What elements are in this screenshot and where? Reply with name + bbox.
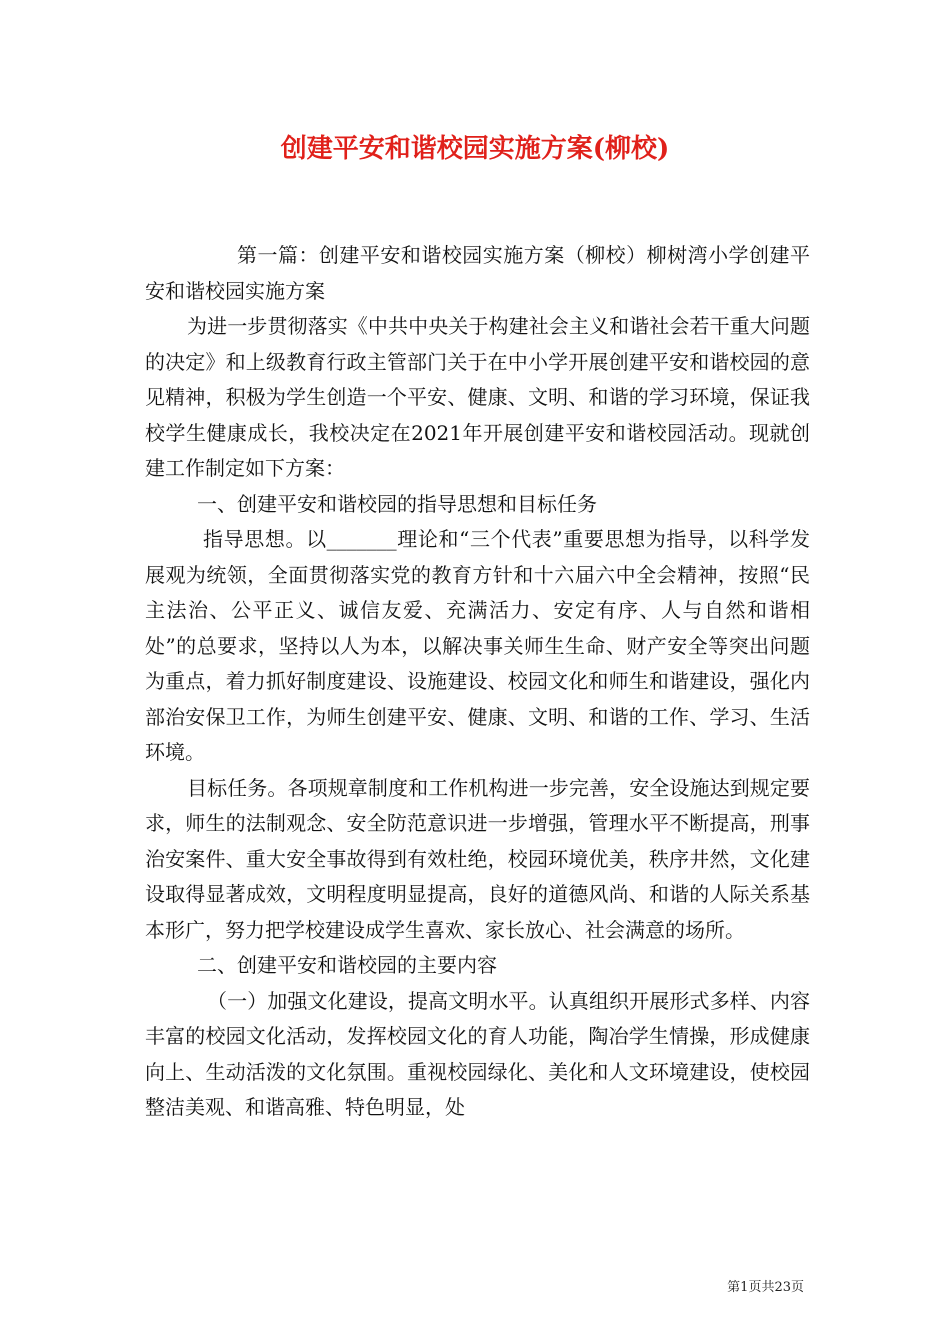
section-heading-1: 一、创建平安和谐校园的指导思想和目标任务 — [197, 491, 597, 516]
paragraph-goals: 目标任务。各项规章制度和工作机构进一步完善，安全设施达到规定要求，师生的法制观念、安全防范意识进一步增强，管理水平不断提高，刑事治安案件、重大安全事故得到有效杜绝，校园环境优美，秩序井然，文化建设取得显著成效，文明程度明显提高，良好的道德风尚、和谐的人际关系基本形广，努力把学校建设成学生喜欢、家长放心、社会满意的场所。 — [145, 775, 810, 942]
paragraph-purpose: 为进一步贯彻落实《中共中央关于构建社会主义和谐社会若干重大问题的决定》和上级教育行政主管部门关于在中小学开展创建平安和谐校园的意见精神，积极为学生创造一个平安、健康、文明、和谐的学习环境，保证我校学生健康成长，我校决定在2021年开展创建平安和谐校园活动。现就创建工作制定如下方案： — [145, 314, 810, 480]
document-body — [145, 238, 810, 1126]
paragraph-item-1: （一）加强文化建设，提高文明水平。认真组织开展形式多样、内容丰富的校园文化活动，发挥校园文化的育人功能，陶冶学生情操，形成健康向上、生动活泼的文化氛围。重视校园绿化、美化和人文环境建设，使校园整洁美观、和谐高雅、特色明显，处 — [145, 988, 810, 1119]
page-number: 第1页共23页 — [727, 1280, 804, 1295]
paragraph-intro: 第一篇：创建平安和谐校园实施方案（柳校）柳树湾小学创建平安和谐校园实施方案 — [145, 243, 810, 303]
section-heading-2: 二、创建平安和谐校园的主要内容 — [197, 953, 497, 977]
paragraph-guiding-ideology: 指导思想。以_______理论和“三个代表”重要思想为指导，以科学发展观为统领，全面贯彻落实党的教育方针和十六届六中全会精神，按照“民主法治、公平正义、诚信友爱、充满活力、安定有序、人与自然和谐相处”的总要求，坚持以人为本，以解决事关师生生命、财产安全等突出问题为重点，着力抓好制度建设、设施建设、校园文化和师生和谐建设，强化内部治安保卫工作，为师生创建平安、健康、文明、和谐的工作、学习、生活环境。 — [145, 527, 810, 764]
document-title: 创建平安和谐校园实施方案(柳校) — [280, 134, 670, 164]
